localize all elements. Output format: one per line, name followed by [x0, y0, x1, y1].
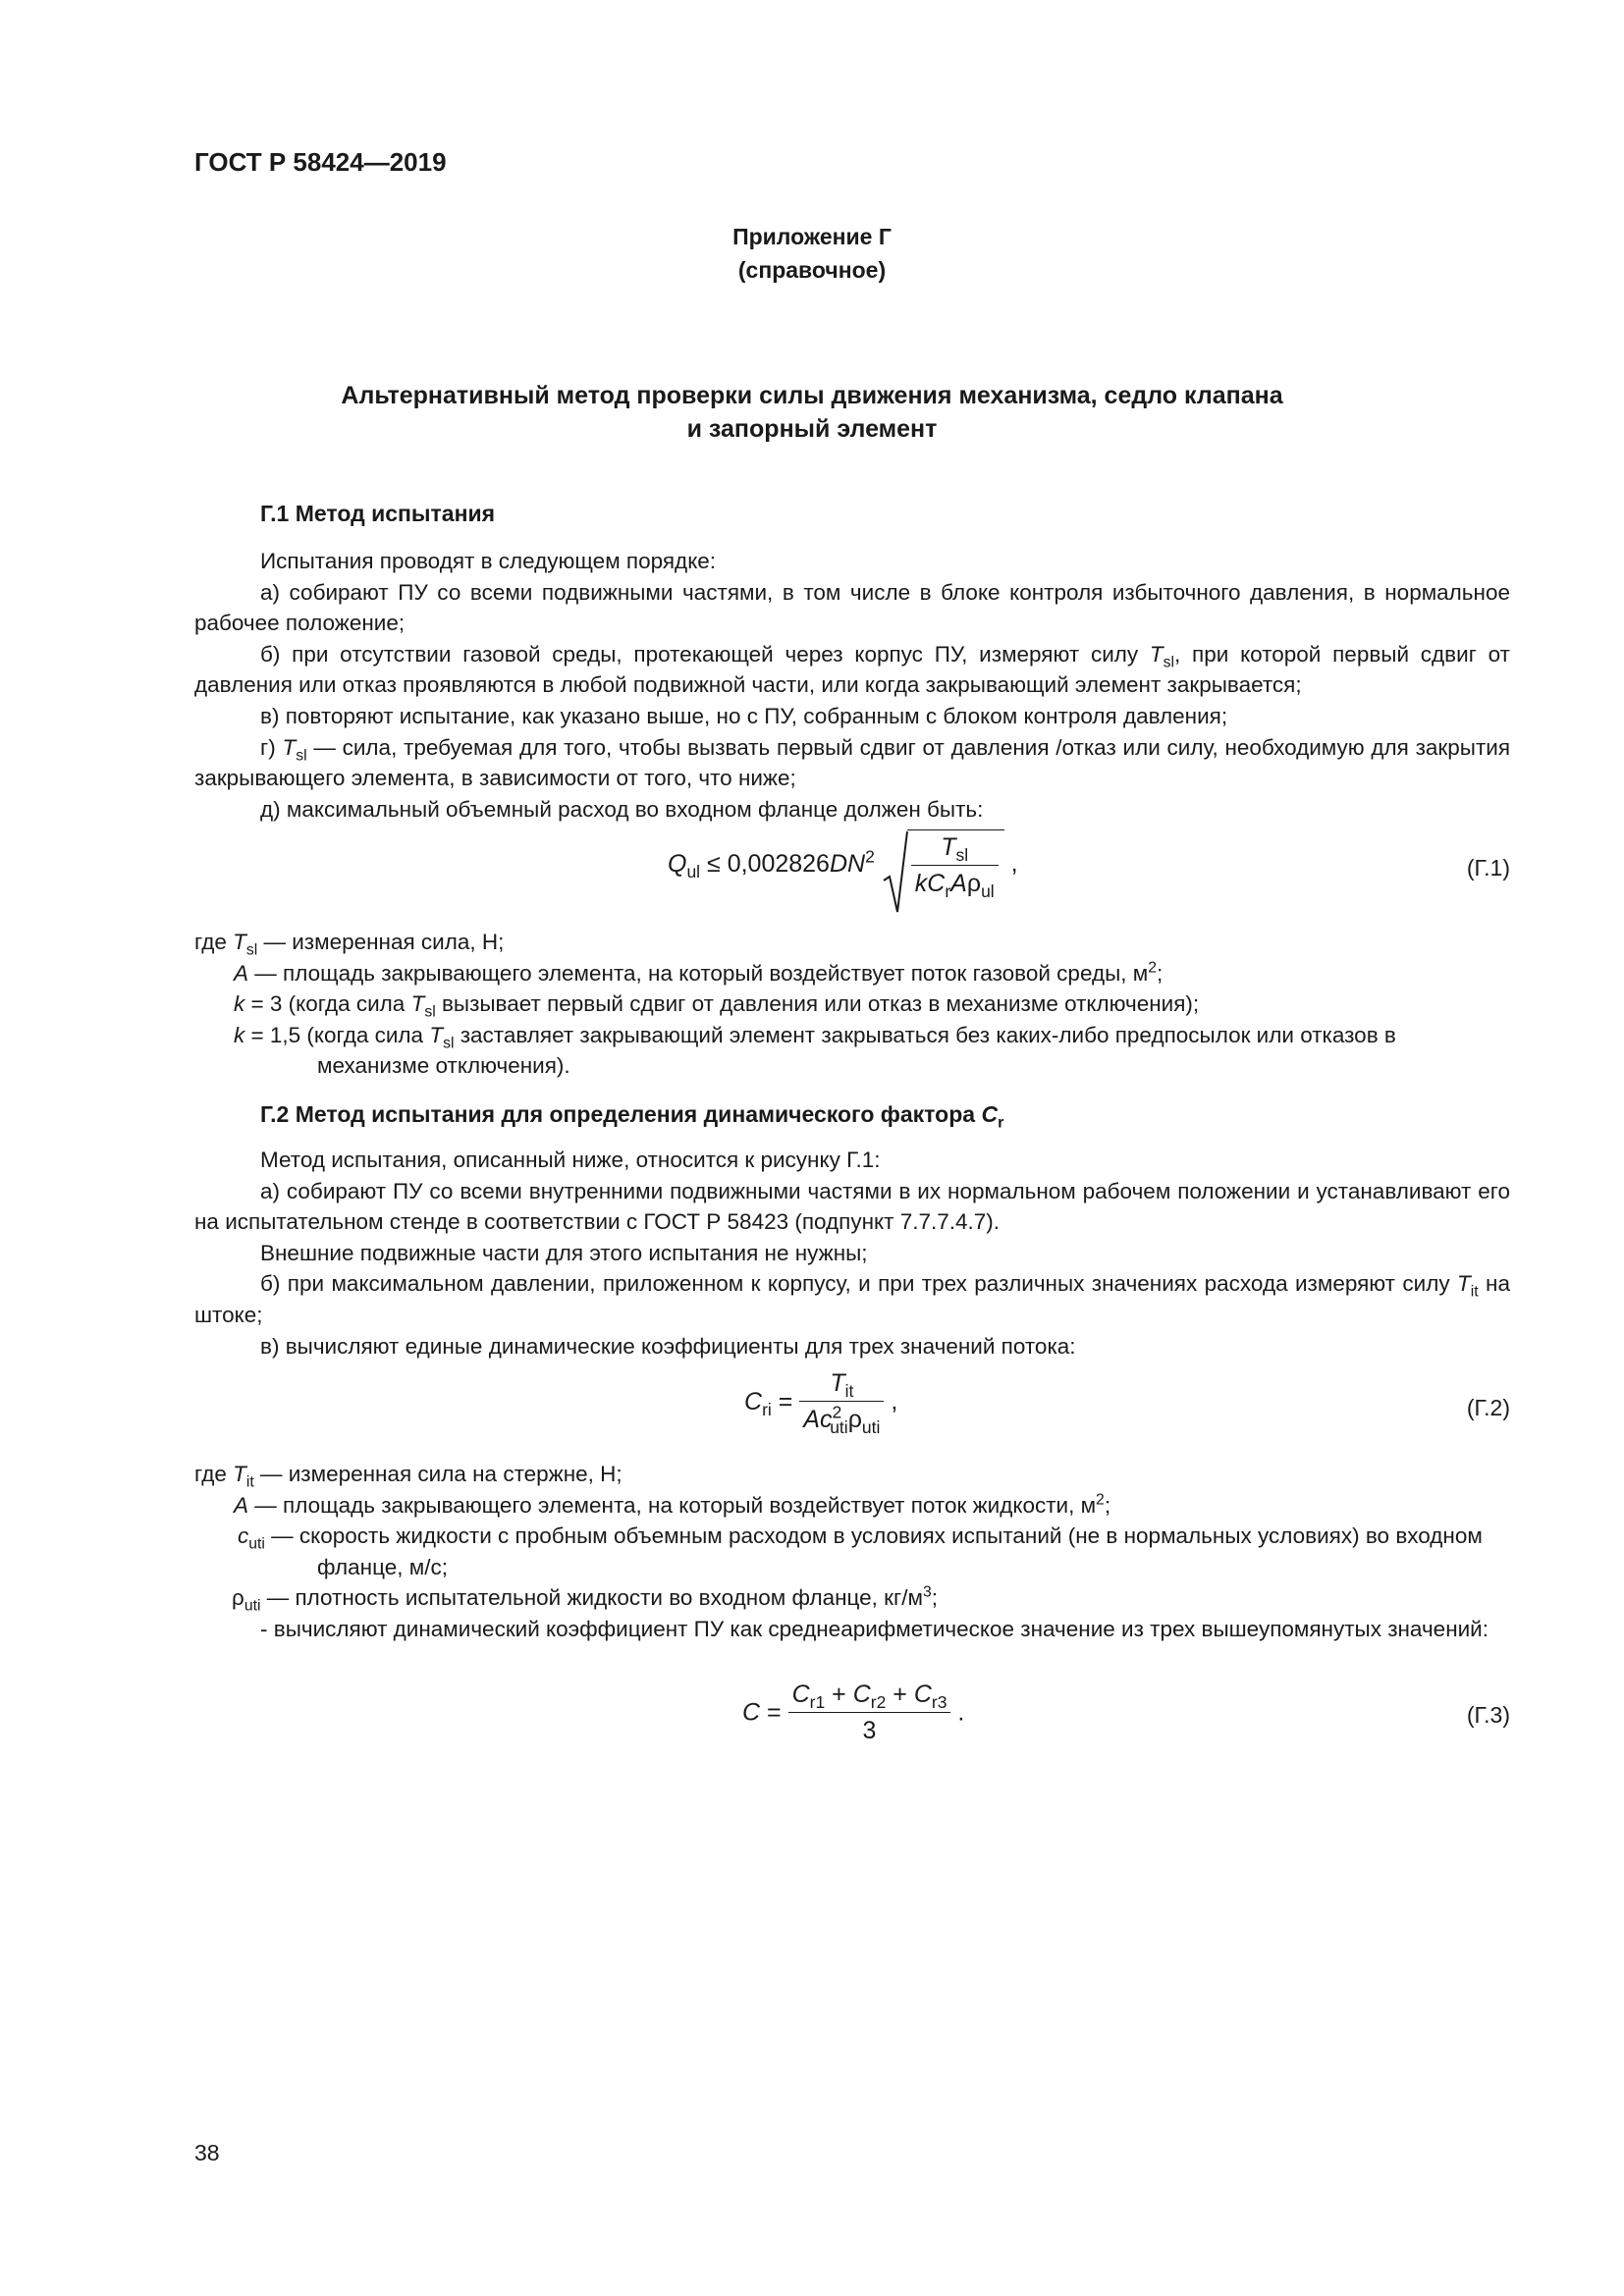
equation-g1-formula: $Q_{ul} \le 0,002826DN^2$ $\frac{T_{sl}}{kC_rA\rho_{ul}}$ , [668, 829, 1018, 898]
where2-row-rho: $\rho_{uti}$ — плотность испытательной жидкости во входном фланце, $кг/м^3$; [232, 1583, 938, 1615]
annex-type: (справочное) [737, 257, 887, 283]
section1-item-d: д) максимальный объемный расход во входном фланце должен быть: [260, 796, 984, 822]
section2-item-a: а) собирают ПУ со всеми внутренними подвижными частями в их нормальном рабочем положении и устанавливают его на испытательном стенде в соответствии с ГОСТ Р 58423 (подпункт 7.7.7.4.7). [194, 1178, 1510, 1235]
equation-g2-formula: $C_{ri}$ = $\frac{T_{it}}{Ac^2_{uti}\rho_{uti}}$ , [744, 1369, 898, 1437]
section2-item-a2: Внешние подвижные части для этого испытания не нужны; [260, 1240, 868, 1265]
section2-where-list [194, 1459, 1510, 1645]
section1-heading: Г.1 Метод испытания [260, 501, 496, 526]
where2-row-c: $c_{uti}$ — скорость жидкости с пробным объемным расходом в условиях испытаний (не в нормальных условиях) во входном фланце, м/с; [238, 1523, 1483, 1579]
section1-item-v: в) повторяют испытание, как указано выше, но с ПУ, собранным с блоком контроля давления; [260, 703, 1228, 728]
where-row-k3: k = 3 (когда сила $T_{sl}$ вызывает первый сдвиг от давления или отказ в механизме отключения); [234, 991, 1200, 1021]
where2-row-A: A — площадь закрывающего элемента, на который воздействует поток жидкости, $м^2$; [234, 1491, 1111, 1518]
page-number: 38 [194, 2140, 220, 2165]
annex-heading [0, 379, 1624, 446]
annex-title: Приложение Г [732, 224, 892, 249]
equation-g2 [194, 1369, 1510, 1458]
equation-g3-number: (Г.3) [1466, 1702, 1510, 1728]
equation-g1-number: (Г.1) [1466, 855, 1510, 881]
sqrt-sign: $\frac{T_{sl}}{kC_rA\rho_{ul}}$ [882, 829, 1004, 898]
section1-item-a: а) собирают ПУ со всеми подвижными частями, в том числе в блоке контроля избыточного давления, в нормальное рабочее положение; [194, 579, 1510, 636]
section1-item-b: б) при отсутствии газовой среды, протекающей через корпус ПУ, измеряют силу $T_{sl}$, при которой первый сдвиг от давления или отказ проявляются в любой подвижной части, или когда закрывающий элемент закрывается; [194, 641, 1510, 698]
where-row-A: A — площадь закрывающего элемента, на который воздействует поток газовой среды, $м^2$; [234, 959, 1164, 986]
section1-intro: Испытания проводят в следующем порядке: [260, 549, 717, 573]
where2-row-T: где $T_{it}$ — измеренная сила на стержне, Н; [194, 1462, 623, 1491]
where-row-T: где $T_{sl}$ — измеренная сила, Н; [194, 930, 505, 959]
section2-heading: Г.2 Метод испытания для определения динамического фактора $C_r$ [260, 1101, 1004, 1132]
equation-g1 [194, 829, 1510, 918]
section2-intro: Метод испытания, описанный ниже, относится к рисунку Г.1: [260, 1148, 881, 1172]
annex-heading-line1: Альтернативный метод проверки силы движения механизма, седло клапана [341, 382, 1283, 409]
section2-item-v: в) вычисляют единые динамические коэффициенты для трех значений потока: [260, 1333, 1076, 1359]
section1-item-g: г) $T_{sl}$ — сила, требуемая для того, чтобы вызвать первый сдвиг от давления /отказ или силу, необходимую для закрытия закрывающего элемента, в зависимости от того, что ниже; [194, 734, 1510, 791]
section2-body [194, 1145, 1510, 1362]
section1-body [194, 546, 1510, 825]
where-row-k15: k = 1,5 (когда сила $T_{sl}$ заставляет закрывающий элемент закрываться без каких-либо предпосылок или отказов в механизме отключения). [234, 1022, 1396, 1079]
annex-heading-line2: и запорный элемент [686, 415, 938, 443]
section1-where-list [194, 927, 1510, 1082]
equation-g2-number: (Г.2) [1466, 1395, 1510, 1420]
section2-item-b: б) при максимальном давлении, приложенном к корпусу, и при трех различных значениях расхода измеряют силу $T_{it}$ на штоке; [194, 1271, 1510, 1327]
section2-final: - вычисляют динамический коэффициент ПУ как среднеарифметическое значение из трех вышеупомянутых значений: [260, 1616, 1489, 1641]
equation-g3-formula: C = $\frac{C_{r1} + C_{r2} + C_{r3}}{3}$ . [742, 1681, 965, 1744]
document-id: ГОСТ Р 58424—2019 [194, 147, 447, 177]
equation-g3 [194, 1681, 1510, 1759]
